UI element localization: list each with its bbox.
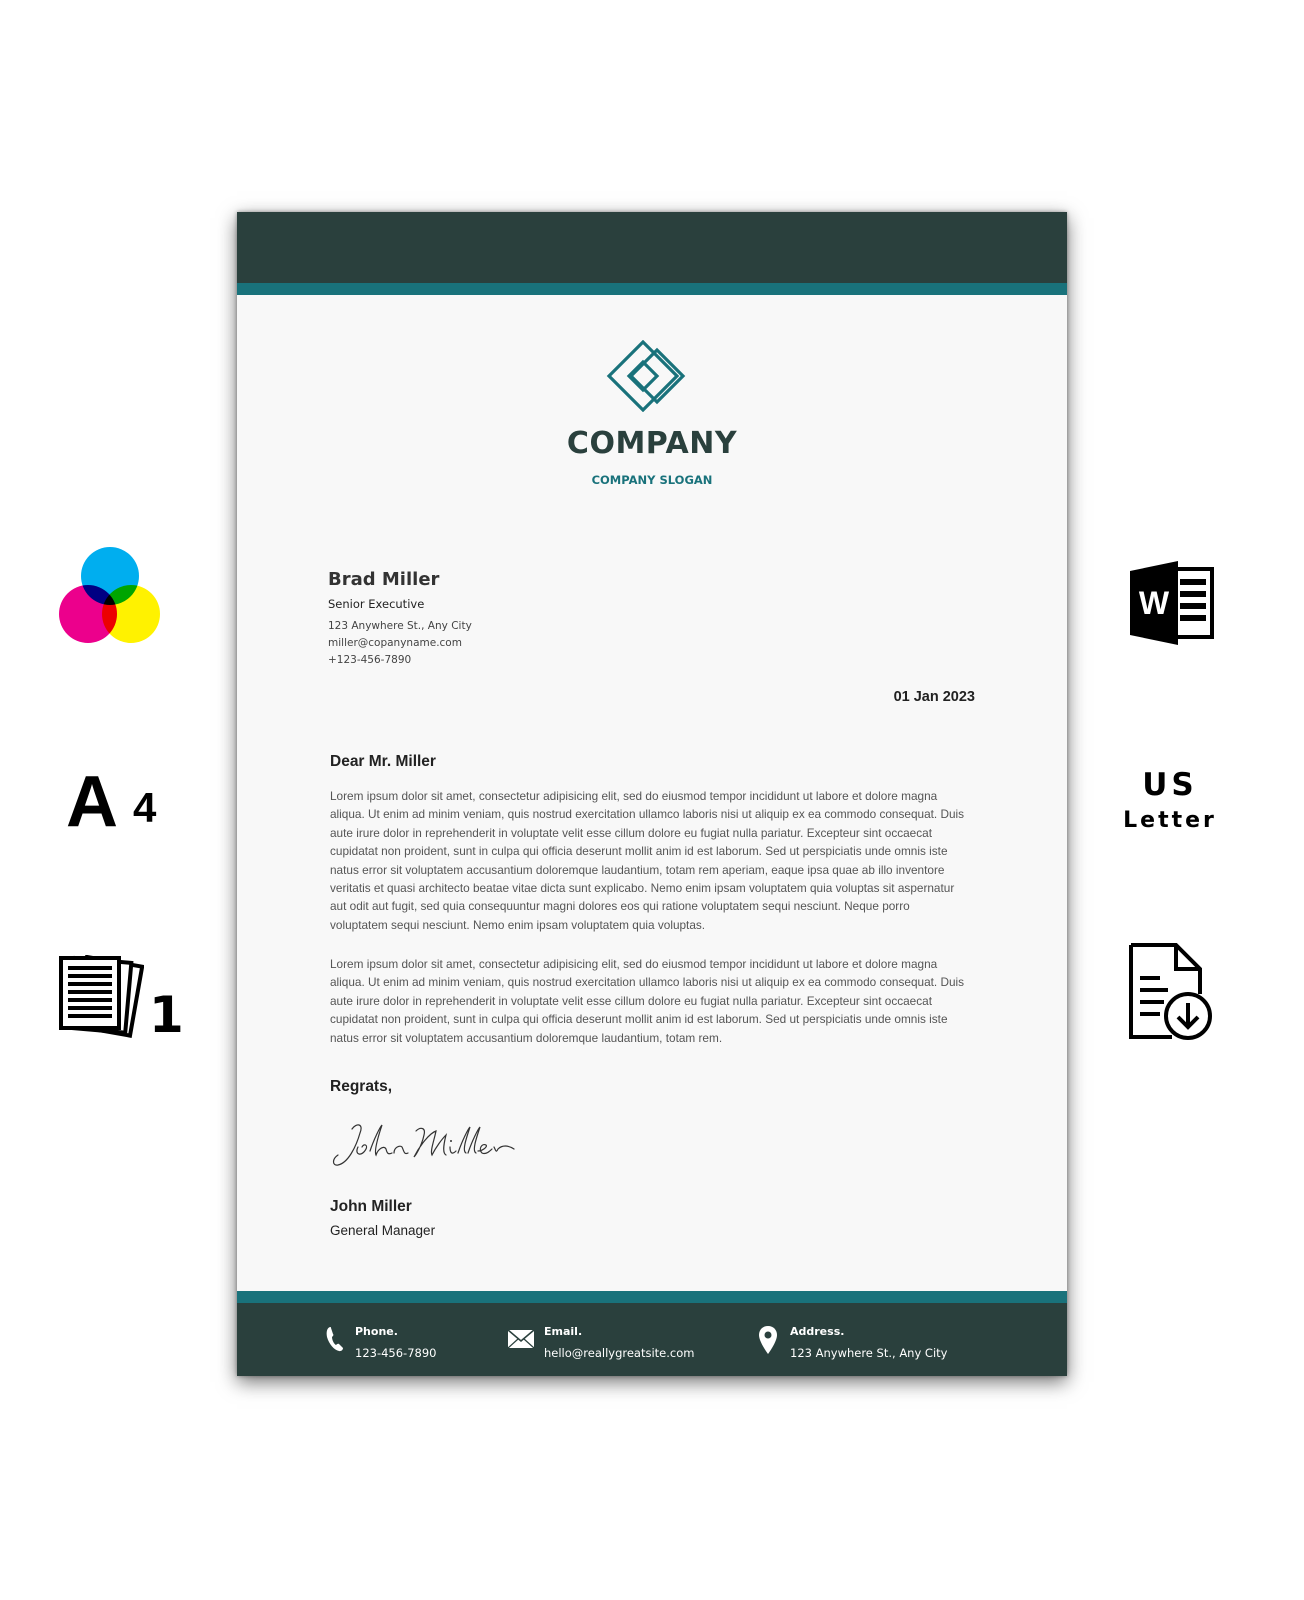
footer-accent-stripe	[237, 1291, 1067, 1303]
word-icon	[1128, 559, 1216, 647]
sender-title: Senior Executive	[328, 597, 425, 611]
body-paragraph-1: Lorem ipsum dolor sit amet, consectetur adipisicing elit, sed do eiusmod tempor incididunt ut labore et dolore magna aliqua. Ut enim ad minim veniam, quis nostrud exercitation ullamco laboris nisi ut aliquip ex ea commodo consequat. Duis aute irure dolor in reprehenderit in voluptate velit esse cillum dolore eu fugiat nulla pariatur. Excepteur sint occaecat cupidatat non proident, sunt in culpa qui officia deserunt mollit anim id est laborum. Sed ut perspiciatis unde omnis iste natus error sit voluptatem accusantium doloremque laudantium, totam rem aperiam, eaque ipsa quae ab illo inventore veritatis et quasi architecto beatae vitae dicta sunt explicabo. Nemo enim ipsam voluptatem quia voluptas sit aspernatur aut odit aut fugit, sed quia consequuntur magni dolores eos qui ratione voluptatem sequi nesciunt. Neque porro voluptatem sequi nesciunt. Nemo enim ipsam voluptatem quia voluptas.	[330, 789, 965, 932]
file-download-icon	[1128, 942, 1216, 1042]
pages-stack-icon	[58, 955, 144, 1041]
company-name: COMPANY	[566, 426, 738, 461]
pages-count: 1	[149, 986, 184, 1044]
svg-text:W: W	[1138, 585, 1170, 621]
diamond-logo-icon	[597, 340, 699, 412]
footer-email-value: hello@reallygreatsite.com	[544, 1346, 695, 1360]
body-paragraph-2: Lorem ipsum dolor sit amet, consectetur adipisicing elit, sed do eiusmod tempor incididunt ut labore et dolore magna aliqua. Ut enim ad minim veniam, quis nostrud exercitation ullamco laboris nisi ut aliquip ex ea commodo consequat. Duis aute irure dolor in reprehenderit in voluptate velit esse cillum dolore eu fugiat nulla pariatur. Excepteur sint occaecat cupidatat non proident, sunt in culpa qui officia deserunt mollit anim id est laborum. Sed ut perspiciatis unde omnis iste natus error sit voluptatem accusantium doloremque laudantium, totam rem.	[330, 957, 965, 1045]
us-letter-label-bottom: Letter	[1123, 808, 1217, 833]
sender-address: 123 Anywhere St., Any City	[328, 620, 472, 632]
header-band	[237, 212, 1067, 283]
greeting: Dear Mr. Miller	[330, 753, 436, 770]
signer-name: John Miller	[330, 1198, 412, 1215]
sender-phone: +123-456-7890	[328, 654, 412, 666]
sender-email: miller@copanyname.com	[328, 637, 462, 649]
a4-size-number: 4	[133, 784, 157, 831]
footer-band	[237, 1303, 1067, 1376]
us-letter-label-top: US	[1142, 767, 1198, 803]
closing: Regrats,	[330, 1078, 393, 1095]
location-pin-icon	[758, 1325, 778, 1355]
sender-name: Brad Miller	[328, 569, 440, 590]
footer-address-label: Address.	[790, 1325, 845, 1338]
cmyk-circles-icon	[58, 546, 162, 646]
footer-phone-value: 123-456-7890	[355, 1346, 437, 1360]
footer-address-value: 123 Anywhere St., Any City	[790, 1346, 948, 1360]
letter-date: 01 Jan 2023	[893, 689, 975, 705]
letterhead-page	[237, 212, 1067, 1376]
phone-icon	[325, 1325, 345, 1353]
company-slogan: COMPANY SLOGAN	[591, 473, 713, 487]
footer-phone-label: Phone.	[355, 1325, 398, 1338]
footer-email-label: Email.	[544, 1325, 583, 1338]
header-accent-stripe	[237, 283, 1067, 295]
signer-role: General Manager	[330, 1223, 436, 1238]
handwritten-signature	[330, 1117, 520, 1177]
a4-size-letter: A	[66, 762, 118, 842]
envelope-icon	[507, 1329, 535, 1349]
